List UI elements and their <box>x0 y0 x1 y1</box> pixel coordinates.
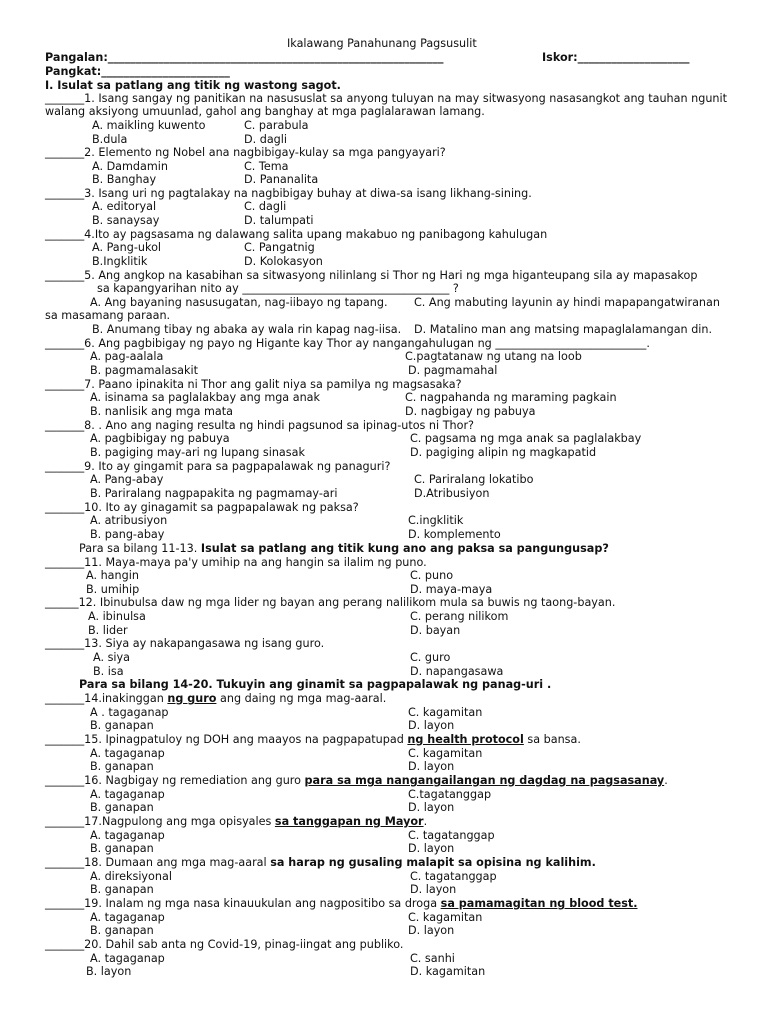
q15-stem-post: sa bansa. <box>523 733 581 746</box>
q18-option-a: A. direksiyonal <box>90 870 172 883</box>
q7-option-b: B. nanlisik ang mga mata <box>90 405 234 418</box>
q14-option-b: B. ganapan <box>90 719 154 732</box>
score-field[interactable]: Iskor:____________________ <box>542 51 690 64</box>
q1-option-a: A. maikling kuwento <box>92 119 206 132</box>
question-5-stem-cont: sa kapangyarihan nito ay _____________________________________ ? <box>97 282 459 295</box>
q12-option-a: A. ibinulsa <box>88 610 146 623</box>
q17-option-c: C. tagatanggap <box>408 829 495 842</box>
section2-heading <box>79 542 609 555</box>
q5-option-d: D. Matalino man ang matsing mapaglalamangan din. <box>414 323 713 336</box>
question-7-stem: _______7. Paano ipinakita ni Thor ang galit niya sa pamilya ng magsasaka? <box>45 378 462 391</box>
q13-option-a: A. siya <box>93 651 130 664</box>
q13-option-b: B. isa <box>93 665 124 678</box>
q20-option-c: C. sanhi <box>410 952 455 965</box>
q17-option-b: B. ganapan <box>90 842 154 855</box>
q10-option-d: D. komplemento <box>408 528 501 541</box>
q5-option-c-cont: sa masamang paraan. <box>45 309 171 322</box>
q18-stem-pre: _______18. Dumaan ang mga mag-aaral <box>45 856 271 869</box>
q16-option-a: A. tagaganap <box>90 788 165 801</box>
q10-option-a: A. atribusiyon <box>90 514 168 527</box>
q12-option-c: C. perang nilikom <box>410 610 509 623</box>
q14-option-c: C. kagamitan <box>408 706 483 719</box>
q10-option-b: B. pang-abay <box>90 528 165 541</box>
q15-option-b: B. ganapan <box>90 760 154 773</box>
q9-option-d: D.Atribusiyon <box>414 487 490 500</box>
question-11-stem: _______11. Maya-maya pa'y umihip na ang hangin sa ilalim ng puno. <box>45 556 427 569</box>
q8-option-b: B. pagiging may-ari ng lupang sinasak <box>90 446 305 459</box>
q16-underlined: para sa mga nangangailangan ng dagdag na pagsasanay <box>304 774 665 787</box>
q9-option-a: A. Pang-abay <box>90 473 164 486</box>
q4-option-c: C. Pangatnig <box>244 241 315 254</box>
question-3-stem: _______3. Isang uri ng pagtalakay na nagbibigay buhay at diwa-sa isang likhang-sining. <box>45 187 532 200</box>
q2-option-b: B. Banghay <box>92 173 157 186</box>
section1-heading: I. Isulat sa patlang ang titik ng wastong sagot. <box>45 79 341 92</box>
question-5-stem: _______5. Ang angkop na kasabihan sa sitwasyong nilinlang si Thor ng Hari ng mga higanteupang sila ay mapasakop <box>45 269 698 282</box>
q17-underlined: sa tanggapan ng Mayor <box>274 815 424 828</box>
q5-option-a: A. Ang bayaning nasusugatan, nag-iibayo ng tapang. <box>90 296 388 309</box>
question-12-stem: ______12. Ibinubulsa daw ng mga lider ng bayan ang perang nalilikom mula sa buwis ng taong-bayan. <box>45 596 616 609</box>
q15-stem-pre: _______15. Ipinagpatuloy ng DOH ang maayos na pagpapatupad <box>45 733 408 746</box>
question-16-stem <box>45 774 668 787</box>
q9-option-c: C. Pariralang lokatibo <box>414 473 534 486</box>
q5-option-c: C. Ang mabuting layunin ay hindi mapapangatwiranan <box>414 296 720 309</box>
question-4-stem: _______4.Ito ay pagsasama ng dalawang salita upang makabuo ng panibagong kahulugan <box>45 228 548 241</box>
q19-option-a: A. tagaganap <box>90 911 165 924</box>
q9-option-b: B. Pariralang nagpapakita ng pagmamay-ari <box>90 487 338 500</box>
q16-stem-post: . <box>664 774 668 787</box>
q6-option-b: B. pagmamalasakit <box>90 364 198 377</box>
q18-option-d: D. layon <box>410 883 457 896</box>
q11-option-d: D. maya-maya <box>410 583 493 596</box>
q20-option-b: B. layon <box>86 965 132 978</box>
q6-option-c: C.pagtatanaw ng utang na loob <box>405 350 582 363</box>
q1-option-d: D. dagli <box>244 133 288 146</box>
q3-option-a: A. editoryal <box>92 200 157 213</box>
question-18-stem <box>45 856 596 869</box>
q6-option-d: D. pagmamahal <box>408 364 498 377</box>
question-6-stem: _______6. Ang pagbibigay ng payo ng Higante kay Thor ay nangangahulugan ng ___________________________. <box>45 337 650 350</box>
page-title: Ikalawang Panahunang Pagsusulit <box>287 37 477 50</box>
q17-stem-pre: _______17.Nagpulong ang mga opisyales <box>45 815 275 828</box>
q14-stem-pre: _______14.inakinggan <box>45 692 168 705</box>
question-2-stem: _______2. Elemento ng Nobel ana nagbibigay-kulay sa mga pangyayari? <box>45 146 446 159</box>
section3-heading: Para sa bilang 14-20. Tukuyin ang ginamit sa pagpapalawak ng panag-uri . <box>79 678 552 691</box>
question-9-stem: _______9. Ito ay gingamit para sa pagpapalawak ng panaguri? <box>45 460 391 473</box>
q19-stem-pre: _______19. Inalam ng mga nasa kinauukulan ang nagpositibo sa droga <box>45 897 441 910</box>
q11-option-b: B. umihip <box>86 583 140 596</box>
section-field[interactable]: Pangkat:_______________________ <box>45 65 230 78</box>
q14-stem-post: ang daing ng mga mag-aaral. <box>216 692 387 705</box>
question-8-stem: _______8. . Ano ang naging resulta ng hindi pagsunod sa ipinag-utos ni Thor? <box>45 419 474 432</box>
question-19-stem <box>45 897 638 910</box>
q16-stem-pre: _______16. Nagbigay ng remediation ang guro <box>45 774 305 787</box>
q20-option-d: D. kagamitan <box>410 965 486 978</box>
q14-option-a: A . tagaganap <box>90 706 169 719</box>
q3-option-c: C. dagli <box>244 200 287 213</box>
q13-option-c: C. guro <box>410 651 451 664</box>
q1-option-b: B.dula <box>92 133 128 146</box>
q2-option-d: D. Pananalita <box>244 173 319 186</box>
q16-option-d: D. layon <box>408 801 455 814</box>
q15-option-d: D. layon <box>408 760 455 773</box>
question-13-stem: _______13. Siya ay nakapangasawa ng isang guro. <box>45 637 325 650</box>
name-field[interactable]: Pangalan:____________________________________________________________ <box>45 51 444 64</box>
q7-option-c: C. nagpahanda ng maraming pagkain <box>405 391 617 404</box>
question-1-stem-cont: walang aksiyong umuunlad, gahol ang banghay at mga paglalarawan lamang. <box>45 105 485 118</box>
q17-option-d: D. layon <box>408 842 455 855</box>
q3-option-b: B. sanaysay <box>92 214 160 227</box>
q15-option-a: A. tagaganap <box>90 747 165 760</box>
question-1-stem: _______1. Isang sangay ng panitikan na nasususlat sa anyong tuluyan na may sitwasyong nasasangkot ang tauhan ngunit <box>45 92 728 105</box>
q2-option-c: C. Tema <box>244 160 289 173</box>
q4-option-a: A. Pang-ukol <box>92 241 162 254</box>
q11-option-c: C. puno <box>410 569 454 582</box>
q17-option-a: A. tagaganap <box>90 829 165 842</box>
q8-option-c: C. pagsama ng mga anak sa paglalakbay <box>410 432 642 445</box>
q15-option-c: C. kagamitan <box>408 747 483 760</box>
q7-option-d: D. nagbigay ng pabuya <box>405 405 536 418</box>
q19-option-b: B. ganapan <box>90 924 154 937</box>
q2-option-a: A. Damdamin <box>92 160 168 173</box>
q12-option-d: D. bayan <box>410 624 461 637</box>
q17-stem-post: . <box>423 815 428 828</box>
question-14-stem <box>45 692 386 705</box>
q12-option-b: B. lider <box>88 624 128 637</box>
q19-underlined: sa pamamagitan ng blood test. <box>440 897 638 910</box>
q15-underlined: ng health protocol <box>407 733 524 746</box>
question-20-stem: _______20. Dahil sab anta ng Covid-19, pinag-iingat ang publiko. <box>45 938 404 951</box>
q1-option-c: C. parabula <box>244 119 309 132</box>
q19-option-d: D. layon <box>408 924 455 937</box>
q18-option-b: B. ganapan <box>90 883 154 896</box>
q8-option-d: D. pagiging alipin ng magkapatid <box>410 446 597 459</box>
q16-option-b: B. ganapan <box>90 801 154 814</box>
q18-option-c: C. tagatanggap <box>410 870 497 883</box>
q11-option-a: A. hangin <box>86 569 139 582</box>
question-15-stem <box>45 733 581 746</box>
q4-option-d: D. Kolokasyon <box>244 255 323 268</box>
question-10-stem: _______10. Ito ay ginagamit sa pagpapalawak ng paksa? <box>45 501 359 514</box>
q6-option-a: A. pag-aalala <box>90 350 164 363</box>
q8-option-a: A. pagbibigay ng pabuya <box>90 432 230 445</box>
q7-option-a: A. isinama sa paglalakbay ang mga anak <box>90 391 321 404</box>
q16-option-c: C.tagatanggap <box>408 788 492 801</box>
q4-option-b: B.Ingklitik <box>92 255 148 268</box>
section2-instruction: Isulat sa patlang ang titik kung ano ang paksa sa pangungusap? <box>200 542 609 555</box>
q14-underlined: ng guro <box>167 692 217 705</box>
q3-option-d: D. talumpati <box>244 214 314 227</box>
q20-option-a: A. tagaganap <box>90 952 165 965</box>
q10-option-c: C.ingklitik <box>408 514 464 527</box>
q14-option-d: D. layon <box>408 719 455 732</box>
q13-option-d: D. napangasawa <box>410 665 504 678</box>
q19-option-c: C. kagamitan <box>408 911 483 924</box>
section2-lead: Para sa bilang 11-13. <box>79 542 201 555</box>
question-17-stem <box>45 815 427 828</box>
q18-emphasis: sa harap ng gusaling malapit sa opisina ng kalihim. <box>270 856 596 869</box>
q5-option-b: B. Anumang tibay ng abaka ay wala rin kapag nag-iisa. <box>92 323 402 336</box>
